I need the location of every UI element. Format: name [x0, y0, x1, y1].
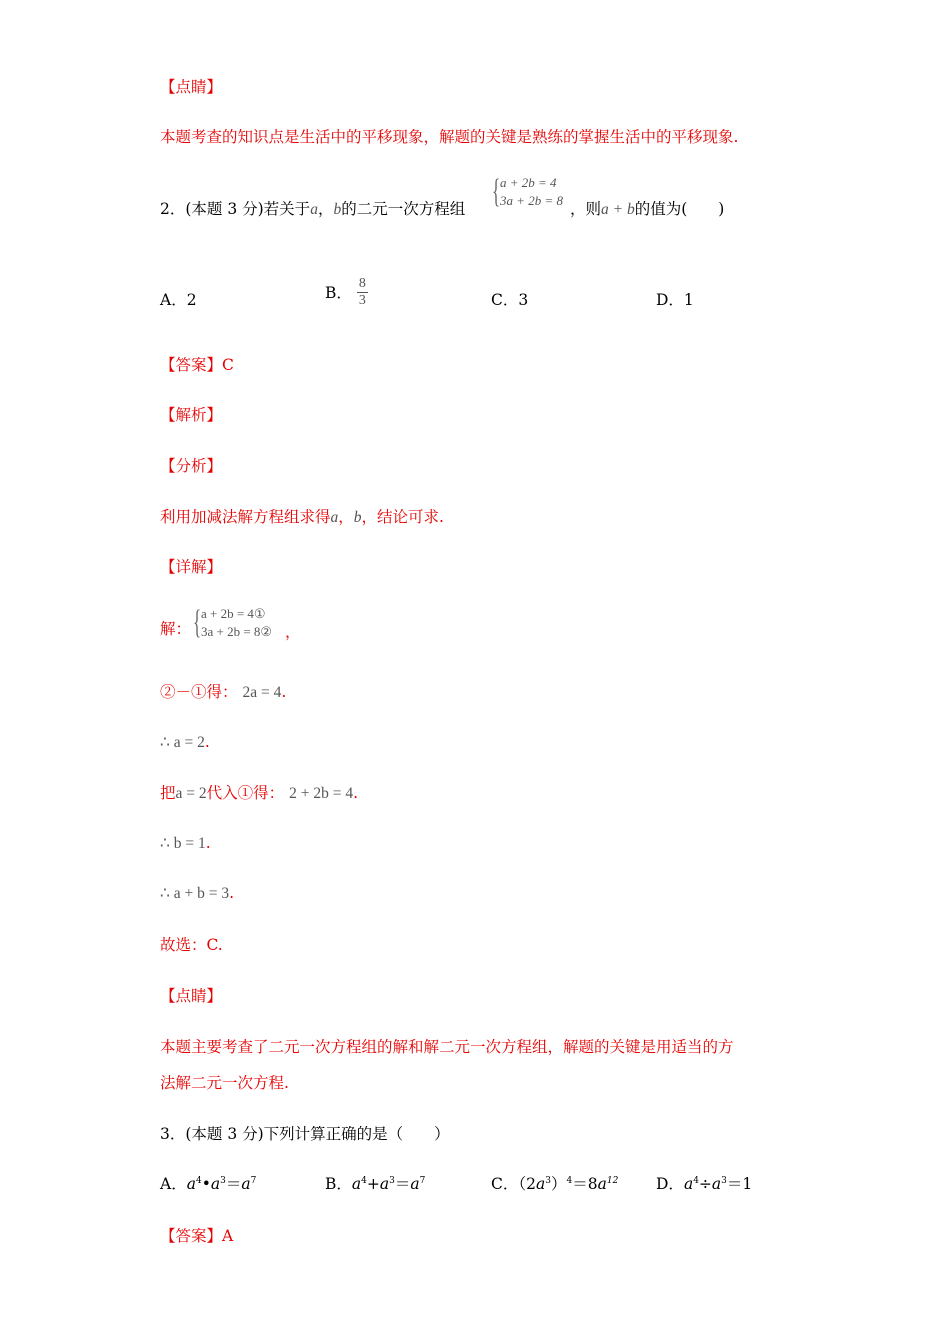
q3-answer — [160, 1226, 233, 1246]
q2-var-b: b — [333, 201, 342, 218]
fraction-denominator: 3 — [358, 293, 366, 308]
fenxi-text-2: ，结论可求. — [361, 508, 444, 526]
q2-suffix: 的值为( ) — [634, 200, 725, 218]
q3-option-b: B．$a^4+a^3=a^7$ — [325, 1175, 426, 1193]
q2-step-5 — [160, 883, 234, 904]
q2-tail — [570, 199, 724, 220]
q2-option-a: A．2 — [160, 291, 197, 309]
q2-fenxi: 【分析】 — [160, 457, 223, 475]
q2-sep: ， — [317, 200, 334, 218]
q2-eq1: a + 2b = 4 — [500, 175, 557, 190]
comment-dianjing-1: 本题考查的知识点是生活中的平移现象，解题的关键是熟练的掌握生活中的平移现象. — [160, 128, 739, 146]
q2-step-4 — [160, 833, 211, 854]
q2-jiexi: 【解析】 — [160, 406, 223, 424]
fenxi-var-b: b — [353, 509, 362, 526]
q2-option-c: C．3 — [491, 291, 529, 309]
step3-end: . — [353, 784, 359, 802]
q2-option-b — [325, 276, 368, 309]
q2-option-d: D．1 — [656, 291, 694, 309]
q2-prefix: 2．(本题 3 分)若关于 — [160, 200, 311, 218]
step4-end: . — [205, 834, 211, 852]
q2-step-1 — [160, 682, 286, 703]
step3-text1: 把 — [160, 784, 176, 802]
brace-icon: { — [193, 604, 202, 641]
step3-math1: a = 2 — [175, 785, 207, 802]
q2-choice: 故选：C. — [160, 936, 223, 954]
q2-sol-label: 解： — [160, 620, 192, 638]
step3-text2: 代入①得： — [206, 784, 285, 802]
question-2-stem — [160, 199, 465, 220]
q2-step-3 — [160, 783, 358, 804]
question-3-stem: 3．(本题 3 分)下列计算正确的是（ ） — [160, 1125, 450, 1143]
q2-answer — [160, 355, 234, 375]
q2-dianjing-line-2: 法解二元一次方程. — [160, 1074, 289, 1092]
q2-expr: a + b — [601, 201, 635, 218]
fenxi-sep: ， — [338, 508, 354, 526]
q2-mid2: ，则 — [570, 200, 602, 218]
q2-sol-system — [193, 605, 272, 641]
step1-end: . — [281, 683, 287, 701]
heading-dianjing-1: 【点睛】 — [160, 78, 223, 96]
sol-eq1: a + 2b = 4① — [201, 606, 266, 621]
step3-math2: 2 + 2b = 4 — [289, 785, 354, 802]
q2-step-2 — [160, 732, 210, 753]
q3-option-c: C．$(2a^3)^4=8a^{12}$ — [491, 1175, 619, 1193]
step2-math: ∴ a = 2 — [160, 734, 205, 751]
q2-eq2: 3a + 2b = 8 — [500, 193, 564, 208]
q3-option-d-label: D． — [656, 1175, 684, 1193]
brace-icon: { — [492, 173, 501, 210]
fraction-numerator: 8 — [358, 276, 366, 291]
step1-math: 2a = 4 — [242, 684, 282, 701]
q2-option-b-label: B． — [325, 283, 352, 302]
q3-option-c-label: C． — [491, 1175, 519, 1193]
fenxi-var-a: a — [330, 509, 339, 526]
answer-value: A — [222, 1227, 234, 1245]
step1-text: ②－①得： — [160, 683, 238, 701]
step4-math: ∴ b = 1 — [160, 835, 206, 852]
q2-equation-system — [492, 174, 563, 210]
q2-dianjing: 【点睛】 — [160, 987, 223, 1005]
fenxi-text-1: 利用加减法解方程组求得 — [160, 508, 331, 526]
step5-end: . — [229, 884, 235, 902]
step5-math: ∴ a + b = 3 — [160, 885, 230, 902]
sol-eq2: 3a + 2b = 8② — [201, 624, 273, 639]
q2-var-a: a — [310, 201, 318, 218]
q2-option-b-fraction — [357, 276, 368, 309]
q3-option-a-label: A． — [160, 1175, 187, 1193]
q2-dianjing-line-1: 本题主要考查了二元一次方程组的解和解二元一次方程组，解题的关键是用适当的方 — [160, 1038, 734, 1056]
q2-xiangjie: 【详解】 — [160, 558, 223, 576]
answer-label: 【答案】 — [160, 356, 223, 374]
answer-value: C — [222, 356, 234, 374]
q2-mid: 的二元一次方程组 — [341, 200, 466, 218]
q3-option-b-label: B． — [325, 1175, 352, 1193]
q3-option-a: A．$a^4•a^3=a^7$ — [160, 1175, 257, 1193]
q2-fenxi-text — [160, 507, 444, 528]
answer-label: 【答案】 — [160, 1227, 223, 1245]
q3-option-d: D．$a^4\div a^3=1$ — [656, 1175, 753, 1193]
q2-sol-comma: ， — [285, 623, 301, 641]
step2-end: . — [204, 733, 210, 751]
